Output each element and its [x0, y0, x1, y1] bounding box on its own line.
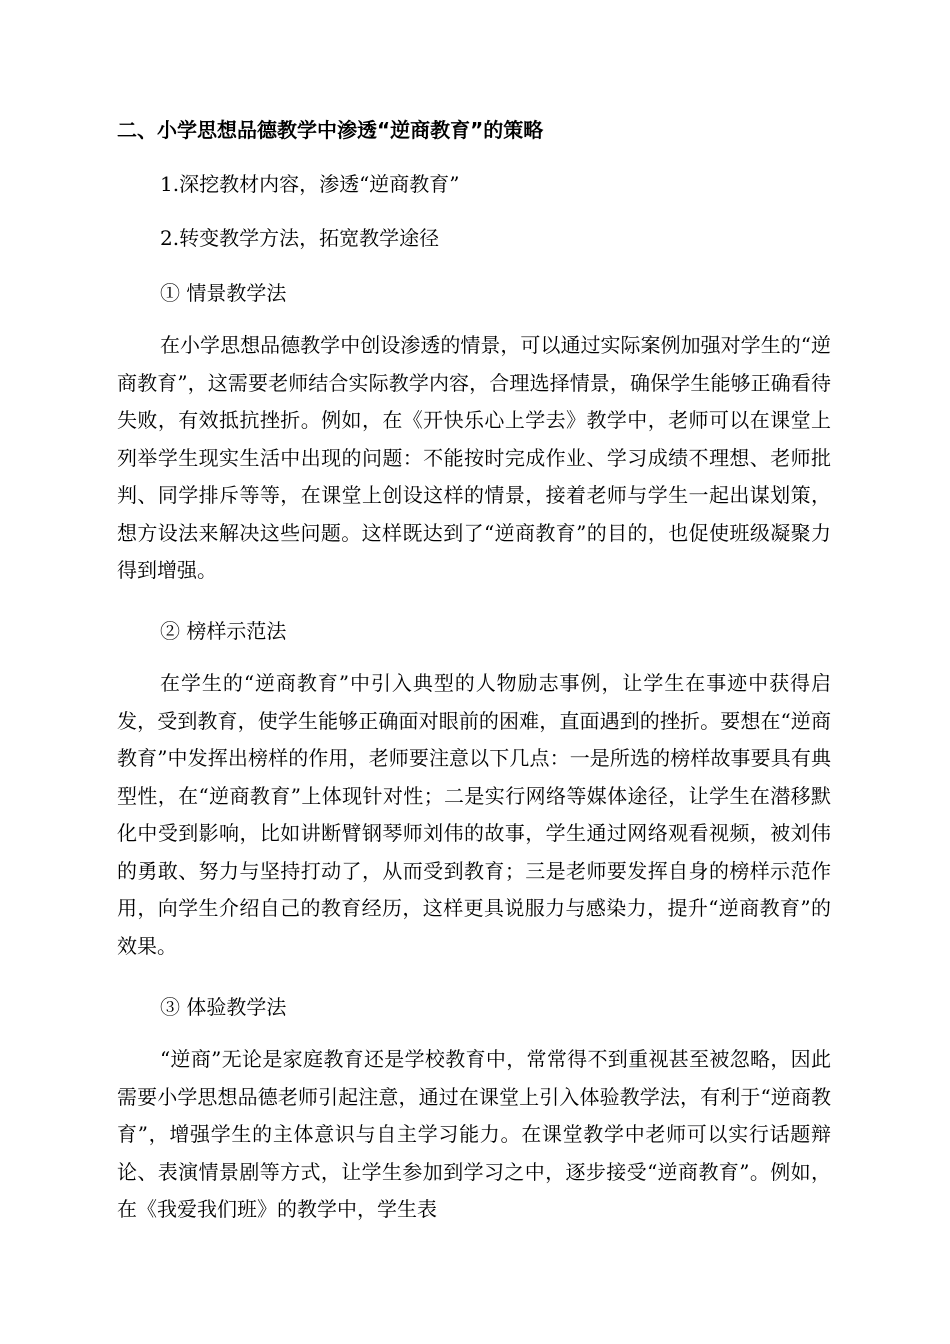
- subsection-1-title: 1.深挖教材内容，渗透“逆商教育”: [160, 172, 460, 196]
- method-1-title: ① 情景教学法: [160, 281, 287, 305]
- method-2-paragraph: 在学生的“逆商教育”中引入典型的人物励志事例，让学生在事迹中获得启发，受到教育，使学生能够正确面对眼前的困难，直面遇到的挫折。要想在“逆商教育”中发挥出榜样的作用，老师要注意以下几点：一是所选的榜样故事要具有典型性，在“逆商教育”上体现针对性；二是实行网络等媒体途径，让学生在潜移默化中受到影响，比如讲断臂钢琴师刘伟的故事，学生通过网络观看视频，被刘伟的勇敢、努力与坚持打动了，从而受到教育；三是老师要发挥自身的榜样示范作用，向学生介绍自己的教育经历，这样更具说服力与感染力，提升“逆商教育”的效果。: [117, 671, 831, 958]
- method-2-title: ② 榜样示范法: [160, 619, 287, 643]
- method-3-paragraph: “逆商”无论是家庭教育还是学校教育中，常常得不到重视甚至被忽略，因此需要小学思想品德老师引起注意，通过在课堂上引入体验教学法，有利于“逆商教育”，增强学生的主体意识与自主学习能力。在课堂教学中老师可以实行话题辩论、表演情景剧等方式，让学生参加到学习之中，逐步接受“逆商教育”。例如，在《我爱我们班》的教学中，学生表: [117, 1047, 831, 1221]
- section-heading: 二、小学思想品德教学中渗透“逆商教育”的策略: [117, 118, 544, 142]
- subsection-2-title: 2.转变教学方法，拓宽教学途径: [160, 226, 440, 250]
- method-1-paragraph: 在小学思想品德教学中创设渗透的情景，可以通过实际案例加强对学生的“逆商教育”，这需要老师结合实际教学内容，合理选择情景，确保学生能够正确看待失败，有效抵抗挫折。例如，在《开快乐心上学去》教学中，老师可以在课堂上列举学生现实生活中出现的问题：不能按时完成作业、学习成绩不理想、老师批判、同学排斥等等，在课堂上创设这样的情景，接着老师与学生一起出谋划策，想方设法来解决这些问题。这样既达到了“逆商教育”的目的，也促使班级凝聚力得到增强。: [117, 333, 831, 582]
- method-3-title: ③ 体验教学法: [160, 995, 287, 1019]
